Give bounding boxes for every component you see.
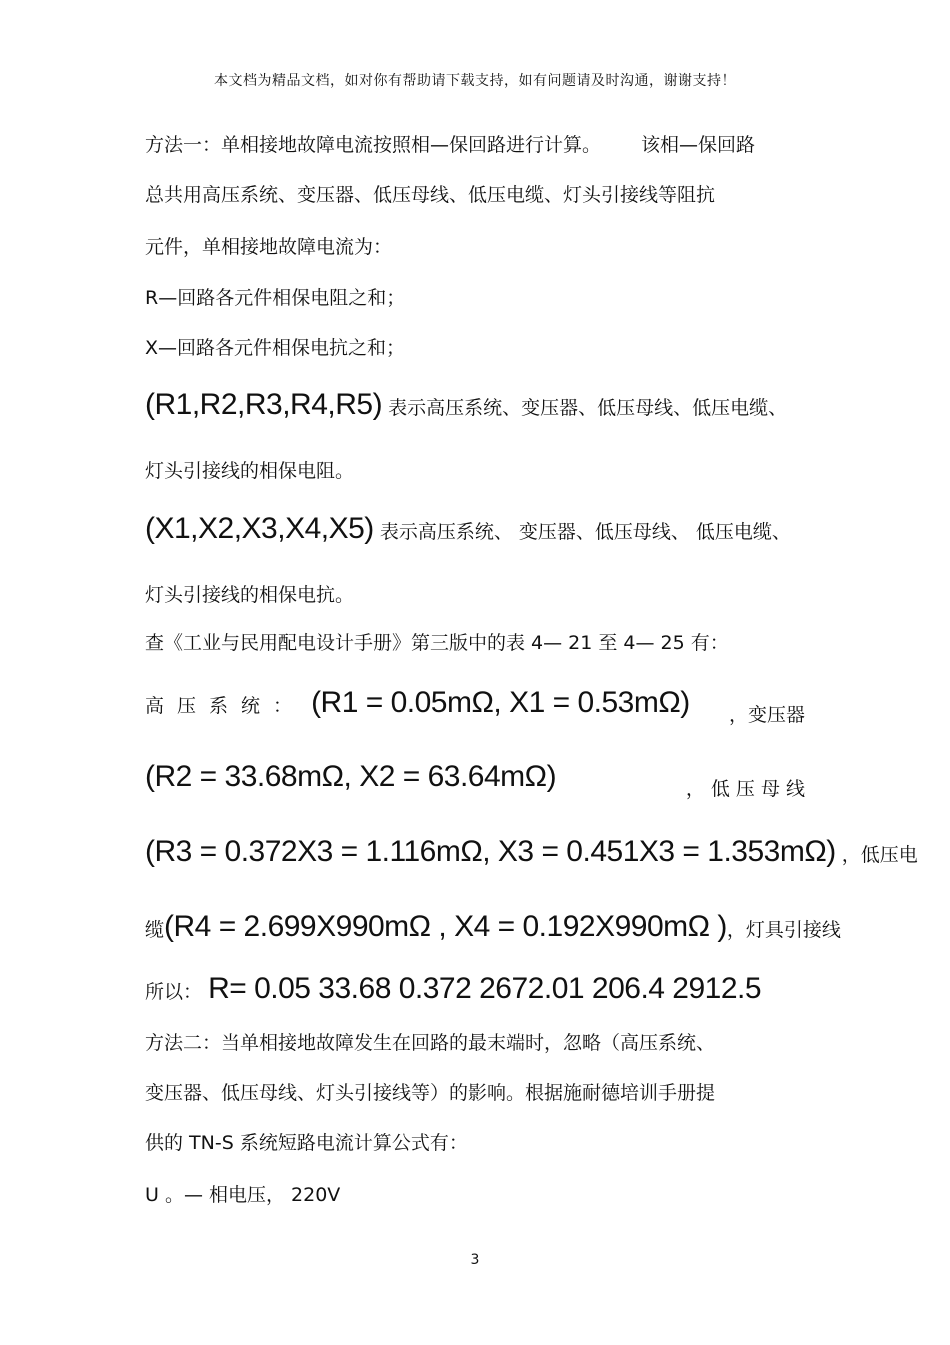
lv-cable-line — [145, 910, 841, 944]
lv-cable-label-end: 缆 — [145, 919, 165, 941]
method-one-text: 方法一：单相接地故障电流按照相—保回路进行计算。 — [145, 134, 602, 156]
paragraph-line: 灯头引接线的相保电阻。 — [145, 460, 355, 482]
page-number: 3 — [470, 1252, 480, 1268]
document-header: 本文档为精品文档，如对你有帮助请下载支持，如有问题请及时沟通，谢谢支持！ — [214, 73, 736, 89]
phase-voltage-definition: U 。— 相电压， 220V — [145, 1184, 341, 1206]
paragraph-line: 总共用高压系统、变压器、低压母线、低压电缆、灯头引接线等阻抗 — [145, 184, 716, 206]
hv-system-line — [145, 686, 690, 720]
reactance-tuple-description: 表示高压系统、 变压器、低压母线、 低压电缆、 — [379, 521, 791, 543]
total-resistance-formula: R= 0.05 33.68 0.372 2672.01 206.4 2912.5 — [208, 972, 762, 1005]
resistance-tuple-description: 表示高压系统、变压器、低压母线、低压电缆、 — [388, 397, 788, 419]
resistance-tuple-formula: (R1,R2,R3,R4,R5) — [145, 388, 383, 421]
transformer-label: ，变压器 — [728, 704, 805, 726]
transformer-line — [145, 760, 556, 794]
definition-r: R—回路各元件相保电阻之和； — [145, 287, 406, 309]
reactance-tuple-formula: (X1,X2,X3,X4,X5) — [145, 512, 374, 545]
reactance-tuple-line — [145, 512, 791, 546]
definition-x: X—回路各元件相保电抗之和； — [145, 337, 406, 359]
paragraph-line: 变压器、低压母线、灯头引接线等）的影响。根据施耐德培训手册提 — [145, 1082, 716, 1104]
method-two-text: 方法二：当单相接地故障发生在回路的最末端时，忽略（高压系统、 — [145, 1032, 716, 1054]
resistance-tuple-line — [145, 388, 787, 422]
lv-cable-label-start: ，低压电 — [841, 844, 918, 866]
therefore-label: 所以： — [145, 981, 203, 1003]
lv-busbar-label: ， 低 压 母 线 — [685, 778, 805, 800]
hv-system-formula: (R1 = 0.05mΩ, X1 = 0.53mΩ) — [311, 686, 690, 719]
method-one-continuation: 该相—保回路 — [641, 134, 756, 156]
handbook-reference: 查《工业与民用配电设计手册》第三版中的表 4— 21 至 4— 25 有： — [145, 632, 729, 654]
transformer-formula: (R2 = 33.68mΩ, X2 = 63.64mΩ) — [145, 760, 557, 793]
paragraph-line: 供的 TN-S 系统短路电流计算公式有： — [145, 1132, 468, 1154]
lv-busbar-line — [145, 835, 918, 869]
hv-system-label: 高压系统： — [145, 695, 306, 717]
lv-cable-formula: (R4 = 2.699X990mΩ , X4 = 0.192X990mΩ ) — [164, 910, 727, 943]
lamp-lead-label: ，灯具引接线 — [726, 919, 841, 941]
paragraph-line: 灯头引接线的相保电抗。 — [145, 584, 355, 606]
paragraph-line: 元件，单相接地故障电流为： — [145, 236, 393, 258]
paragraph-line — [145, 130, 755, 157]
lv-busbar-formula: (R3 = 0.372X3 = 1.116mΩ, X3 = 0.451X3 = 1.353mΩ) — [145, 835, 836, 868]
total-resistance-line — [145, 972, 761, 1006]
